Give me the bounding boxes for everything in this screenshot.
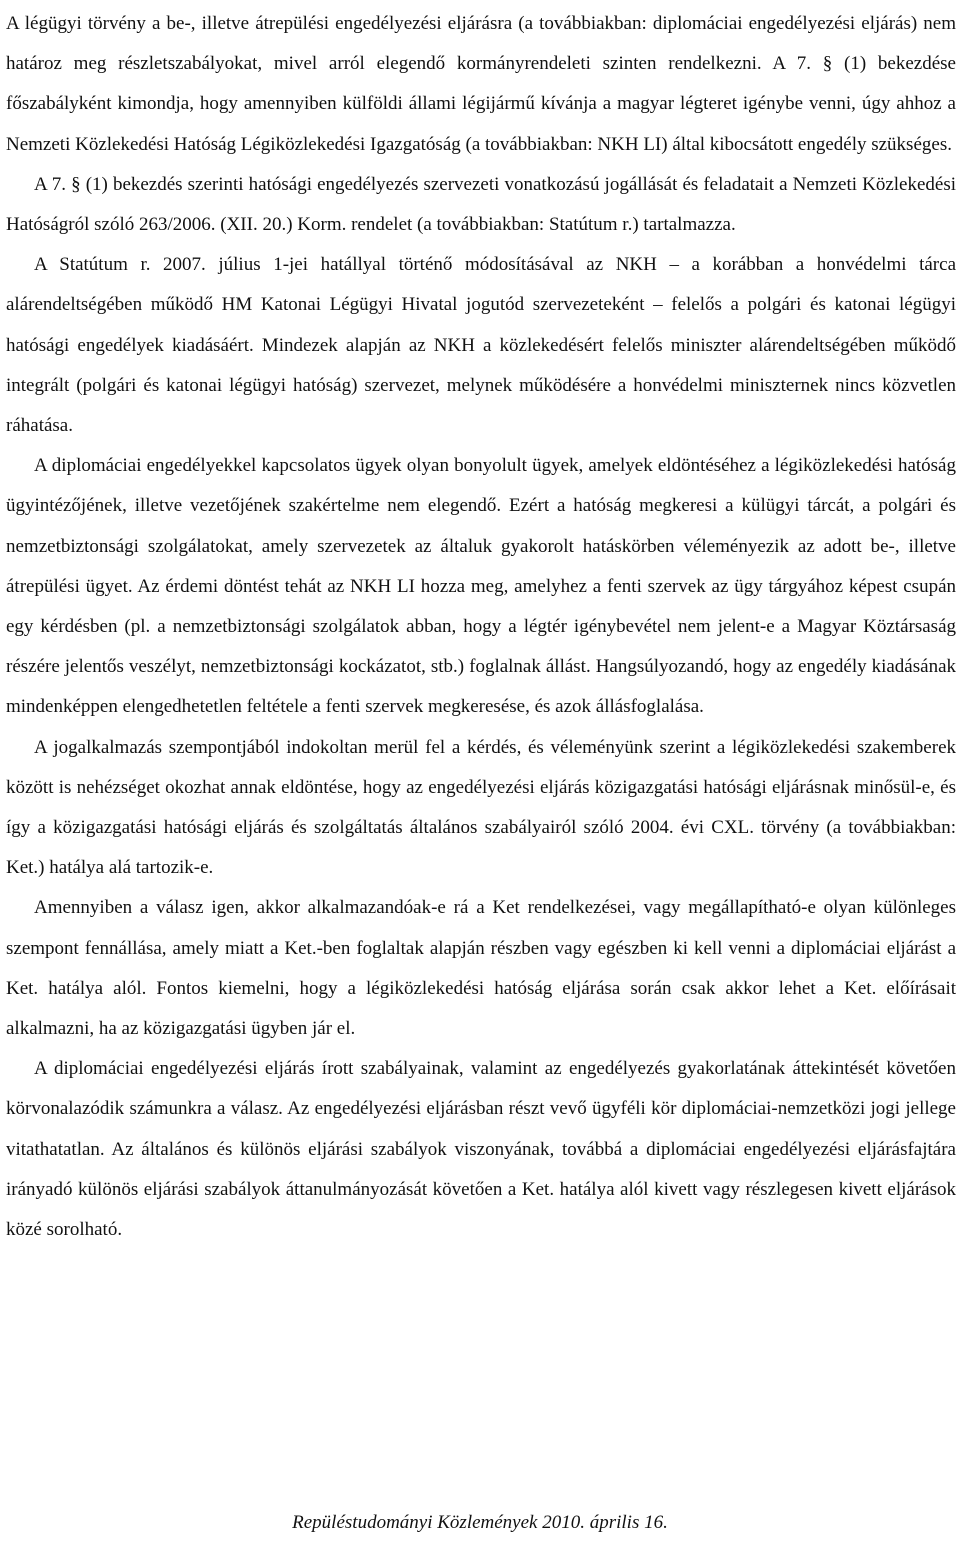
- paragraph-6: Amennyiben a válasz igen, akkor alkalmazandóak-e rá a Ket rendelkezései, vagy megállapítható-e olyan különleges szempont fennállása, amely miatt a Ket.-ben foglaltak alapján részben vagy egészben ki kell venni a diplomáciai eljárást a Ket. hatálya alól. Fontos kiemelni, hogy a légiközlekedési hatóság eljárása során csak akkor lehet a Ket. előírásait alkalmazni, ha az közigazgatási ügyben jár el.: [6, 897, 956, 1040]
- paragraph-5: A jogalkalmazás szempontjából indokoltan merül fel a kérdés, és véleményünk szerint a légiközlekedési szakemberek között is nehézséget okozhat annak eldöntése, hogy az engedélyezési eljárás közigazgatási hatósági eljárásnak minősül-e, és így a közigazgatási hatósági eljárás és szolgáltatás általános szabályairól szóló 2004. évi CXL. törvény (a továbbiakban: Ket.) hatálya alá tartozik-e.: [6, 736, 956, 879]
- paragraph-4: A diplomáciai engedélyekkel kapcsolatos ügyek olyan bonyolult ügyek, amelyek eldöntéséhez a légiközlekedési hatóság ügyintézőjének, illetve vezetőjének szakértelme nem elegendő. Ezért a hatóság megkeresi a külügyi tárcát, a polgári és nemzetbiztonsági szolgálatokat, amely szervezetek az általuk gyakorolt hatáskörben véleményezik az adott be-, illetve átrepülési ügyet. Az érdemi döntést tehát az NKH LI hozza meg, amelyhez a fenti szervek az ügy tárgyához képest csupán egy kérdésben (pl. a nemzetbiztonsági szolgálatok abban, hogy a légtér igénybevétel nem jelent-e a Magyar Köztársaság részére jelentős veszélyt, nemzetbiztonsági kockázatot, stb.) foglalnak állást. Hangsúlyozandó, hogy az engedély kiadásának mindenképpen elengedhetetlen feltétele a fenti szervek megkeresése, és azok állásfoglalása.: [6, 455, 956, 718]
- paragraph-3: A Statútum r. 2007. július 1-jei hatállyal történő módosításával az NKH – a korábban a honvédelmi tárca alárendeltségében működő HM Katonai Légügyi Hivatal jogutód szervezeteként – felelős a polgári és katonai légügyi hatósági engedélyek kiadásáért. Mindezek alapján az NKH a közlekedésért felelős miniszter alárendeltségében működő integrált (polgári és katonai légügyi hatóság) szervezet, melynek működésére a honvédelmi miniszternek nincs közvetlen ráhatása.: [6, 254, 956, 437]
- paragraph-2: A 7. § (1) bekezdés szerinti hatósági engedélyezés szervezeti vonatkozású jogállását és feladatait a Nemzeti Közlekedési Hatóságról szóló 263/2006. (XII. 20.) Korm. rendelet (a továbbiakban: Statútum r.) tartalmazza.: [6, 173, 956, 236]
- paragraph-7: A diplomáciai engedélyezési eljárás írott szabályainak, valamint az engedélyezés gyakorlatának áttekintését követően körvonalazódik számunkra a válasz. Az engedélyezési eljárásban részt vevő ügyféli kör diplomáciai-nemzetközi jogi jellege vitathatatlan. Az általános és különös eljárási szabályok viszonyának, továbbá a diplomáciai engedélyezési eljárásfajtára irányadó különös eljárási szabályok áttanulmányozását követően a Ket. hatálya alól kivett vagy részlegesen kivett eljárások közé sorolható.: [6, 1058, 956, 1241]
- page-footer: Repüléstudományi Közlemények 2010. április 16.: [292, 1512, 668, 1533]
- paragraph-1: A légügyi törvény a be-, illetve átrepülési engedélyezési eljárásra (a továbbiakban: diplomáciai engedélyezési eljárás) nem határoz meg részletszabályokat, mivel arról elegendő kormányrendeleti szinten rendelkezni. A 7. § (1) bekezdése főszabályként kimondja, hogy amennyiben külföldi állami légijármű kívánja a magyar légteret igénybe venni, úgy ahhoz a Nemzeti Közlekedési Hatóság Légiközlekedési Igazgatóság (a továbbiakban: NKH LI) által kibocsátott engedély szükséges.: [6, 13, 956, 155]
- document-body: [6, 4, 956, 1250]
